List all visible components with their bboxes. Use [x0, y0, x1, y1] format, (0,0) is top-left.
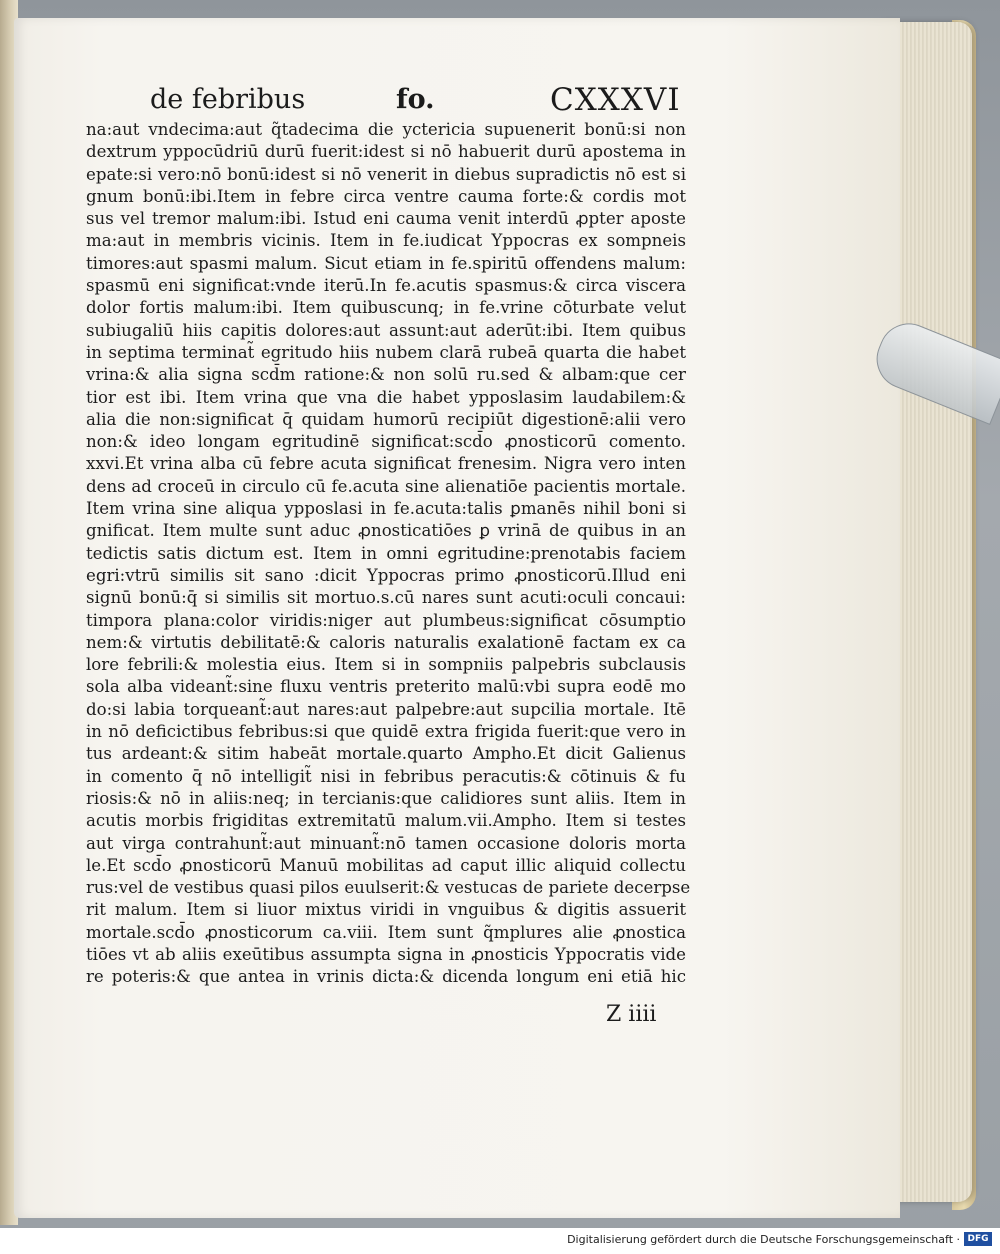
text-line: sus vel tremor malum:ibi. Istud eni cauma venit interdū ꝓpter aposte [86, 209, 686, 229]
text-line: in septima terminat̃ egritudo hiis nubem clarā rubeā quarta die habet [86, 342, 686, 362]
main-text-block [86, 119, 691, 989]
text-line: vrina:& alia signa scd̄m ratione:& non solū ru.sed & albam:que cer [86, 365, 686, 385]
text-line: epate:si vero:nō bonū:idest si nō venerit in diebus supradictis nō est si [86, 164, 686, 184]
text-line: xxvi.Et vrina alba cū febre acuta significat frenesim. Nigra vero inten [86, 454, 686, 474]
text-line: signū bonū:q̄ si similis sit mortuo.s.cū nares sunt acuti:oculi concaui: [86, 588, 686, 608]
text-line: in comento q̄ nō intelligit̃ nisi in febribus peracutis:& cōtinuis & fu [86, 766, 686, 786]
text-line: tior est ibi. Item vrina que vna die habet ypposlasim laudabilem:& [86, 387, 686, 407]
text-line: alia die non:significat q̄ quidam humorū recipiūt digestionē:alii vero [86, 409, 686, 429]
text-line: non:& ideo longam egritudinē significat:scd̄o ꝓnosticorū comento. [86, 432, 686, 452]
text-line: rus:vel de vestibus quasi pilos euulserit:& vestucas de pariete decerpse [86, 878, 691, 898]
text-line: timores:aut spasmi malum. Sicut etiam in fe.spiritū offendens malum: [86, 253, 686, 273]
text-line: subiugaliū hiis capitis dolores:aut assunt:aut aderūt:ibi. Item quibus [86, 320, 686, 340]
text-line: rit malum. Item si liuor mixtus viridi in vnguibus & digitis assuerit [86, 900, 686, 920]
text-line: tedictis satis dictum est. Item in omni egritudine:prenotabis faciem [86, 543, 686, 563]
running-head-title: de febribus [150, 84, 306, 115]
text-line: dens ad croceū in circulo cū fe.acuta sine alienatiōe pacientis mortale. [86, 476, 686, 496]
text-line: ma:aut in membris vicinis. Item in fe.iudicat Yppocras ex sompneis [86, 231, 686, 251]
text-line: in nō deficictibus febribus:si que quidē extra frigida fuerit:que vero in [86, 722, 686, 742]
text-line: egri:vtrū similis sit sano :dicit Yppocras primo ꝓnosticorū.Illud eni [86, 565, 686, 585]
signature-mark: Z iiii [606, 1002, 657, 1027]
text-line: riosis:& nō in aliis:neq; in tercianis:que calidiores sunt aliis. Item in [86, 788, 686, 808]
text-line: Item vrina sine aliqua ypposlasi in fe.acuta:talis ꝑmanēs nihil boni si [86, 499, 686, 519]
text-line: re poteris:& que antea in vrinis dicta:& dicenda longum eni etiā hic [86, 967, 686, 987]
text-line: mortale.scd̄o ꝓnosticorum ca.viii. Item sunt q̃mplures alie ꝓnostica [86, 922, 686, 942]
funding-credit: Digitalisierung gefördert durch die Deutsche Forschungsgemeinschaft · [567, 1233, 960, 1246]
dfg-logo: DFG [964, 1232, 992, 1246]
text-line: lore febrili:& molestia eius. Item si in sompniis palpebris subclausis [86, 655, 686, 675]
text-line: do:si labia torqueant̃:aut nares:aut palpebre:aut supcilia mortale. Itē [86, 699, 686, 719]
text-line: tiōes vt ab aliis exeūtibus assumpta signa in ꝓnosticis Yppocratis vide [86, 944, 686, 964]
text-line: na:aut vndecima:aut q̃tadecima die yctericia supuenerit bonū:si non [86, 120, 686, 139]
text-line: gnum bonū:ibi.Item in febre circa ventre cauma forte:& cordis mot [86, 186, 686, 206]
text-line: dextrum yppocūdriū durū fuerit:idest si nō habuerit durū apostema in [86, 142, 686, 162]
running-head-folio-label: fo. [396, 84, 435, 115]
folio-number: CXXXVI [550, 82, 681, 118]
text-line: timpora plana:color viridis:niger aut plumbeus:significat cōsumptio [86, 610, 686, 630]
text-line: nem:& virtutis debilitatē:& caloris naturalis exalationē factam ex ca [86, 632, 686, 652]
text-line: spasmū eni significat:vnde iterū.In fe.acutis spasmus:& circa viscera [86, 276, 686, 296]
text-line: dolor fortis malum:ibi. Item quibuscunq; in fe.vrine cōturbate velut [86, 298, 686, 318]
text-line: acutis morbis frigiditas extremitatū malum.vii.Ampho. Item si testes [86, 811, 686, 831]
text-line: gnificat. Item multe sunt aduc ꝓnosticatiōes ꝑ vrinā de quibus in an [86, 521, 686, 541]
text-line: aut virga contrahunt̃:aut minuant̃:nō tamen occasione doloris morta [86, 833, 686, 853]
text-line: le.Et scd̄o ꝓnosticorū Manuū mobilitas ad caput illic aliquid collectu [86, 855, 686, 875]
text-line: sola alba videant̃:sine fluxu ventris preterito malū:vbi supra eodē mo [86, 677, 686, 697]
text-line: tus ardeant:& sitim habeāt mortale.quarto Ampho.Et dicit Galienus [86, 744, 686, 764]
